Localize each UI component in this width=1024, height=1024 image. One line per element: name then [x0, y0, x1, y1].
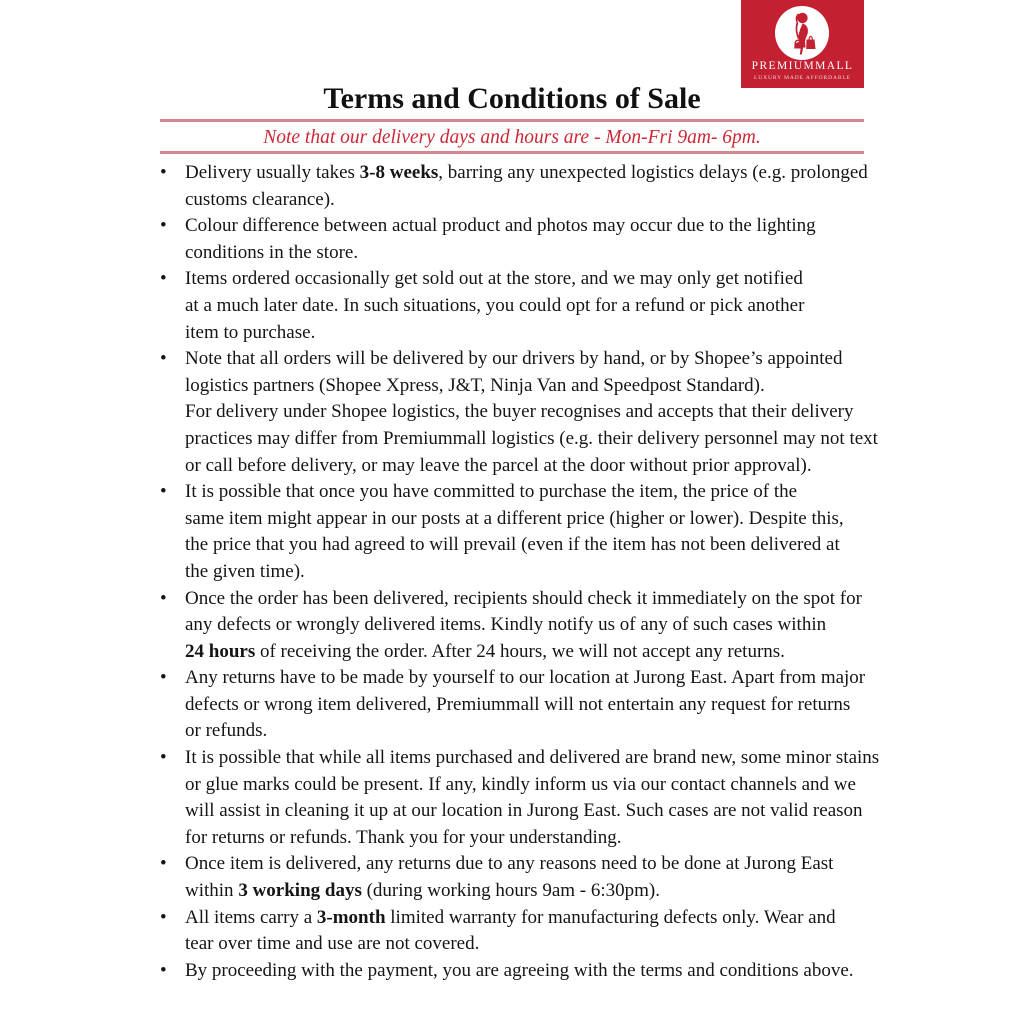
bullet-marker: • — [160, 747, 167, 769]
term-item — [160, 586, 879, 666]
term-item — [160, 665, 879, 745]
bullet-marker: • — [160, 587, 167, 609]
bullet-marker: • — [160, 906, 167, 928]
term-text: Items ordered occasionally get sold out at the store, and we may only get notified at a much later date. In such situations, you could opt for a refund or pick another item to purchase. — [185, 268, 805, 343]
term-text: Colour difference between actual product and photos may occur due to the lighting conditions in the store. — [185, 215, 816, 263]
bullet-marker: • — [160, 268, 167, 290]
divider-top — [160, 119, 864, 122]
term-text: Note that all orders will be delivered by our drivers by hand, or by Shopee’s appointed logistics partners (Shopee Xpress, J&T, Ninja Van and Speedpost Standard). For delivery under Shopee logistics, the buyer recognises and accepts that their delivery practices may differ from Premiummall logistics (e.g. their delivery personnel may not text or call before delivery, or may leave the parcel at the door without prior approval). — [185, 348, 878, 476]
bullet-marker: • — [160, 853, 167, 875]
logo-circle — [775, 6, 829, 60]
term-text: By proceeding with the payment, you are agreeing with the terms and conditions above. — [185, 959, 854, 981]
term-text: Once the order has been delivered, recipients should check it immediately on the spot for any defects or wrongly delivered items. Kindly notify us of any of such cases within 24 hours of receiving the order. After 24 hours, we will not accept any returns. — [185, 587, 862, 662]
logo-brand-name: PREMIUMMALL — [751, 60, 854, 72]
bullet-marker: • — [160, 215, 167, 237]
logo-tagline: LUXURY MADE AFFORDABLE — [754, 75, 851, 81]
term-item — [160, 905, 879, 958]
terms-list — [160, 160, 879, 984]
term-item — [160, 213, 879, 266]
term-item — [160, 958, 879, 985]
term-text: Once item is delivered, any returns due to any reasons need to be done at Jurong East within 3 working days (during working hours 9am - 6:30pm). — [185, 853, 834, 902]
term-item — [160, 160, 879, 213]
premiummall-logo — [741, 0, 864, 88]
bullet-marker: • — [160, 481, 167, 503]
term-text: It is possible that once you have committed to purchase the item, the price of the same item might appear in our posts at a different price (higher or lower). Despite this, the price that you had agreed to will prevail (even if the item has not been delivered at the given time). — [185, 481, 844, 582]
term-item — [160, 479, 879, 585]
term-text: Any returns have to be made by yourself to our location at Jurong East. Apart from major defects or wrong item delivered, Premiummall will not entertain any request for returns or refunds. — [185, 667, 866, 742]
term-text: It is possible that while all items purchased and delivered are brand new, some minor stains or glue marks could be present. If any, kindly inform us via our contact channels and we will assist in cleaning it up at our location in Jurong East. Such cases are not valid reason for returns or refunds. Thank you for your understanding. — [185, 747, 880, 848]
page-title: Terms and Conditions of Sale — [323, 82, 701, 116]
divider-bottom — [160, 151, 864, 154]
delivery-note: Note that our delivery days and hours are - Mon-Fri 9am- 6pm. — [263, 127, 761, 148]
term-item — [160, 851, 879, 904]
bullet-marker: • — [160, 348, 167, 370]
term-item — [160, 266, 879, 346]
term-item — [160, 745, 879, 851]
term-text: All items carry a 3-month limited warranty for manufacturing defects only. Wear and tear over time and use are not covered. — [185, 906, 836, 955]
bullet-marker: • — [160, 667, 167, 689]
term-item — [160, 346, 879, 479]
bullet-marker: • — [160, 959, 167, 981]
term-text: Delivery usually takes 3-8 weeks, barring any unexpected logistics delays (e.g. prolonged customs clearance). — [185, 162, 868, 210]
bullet-marker: • — [160, 162, 167, 183]
